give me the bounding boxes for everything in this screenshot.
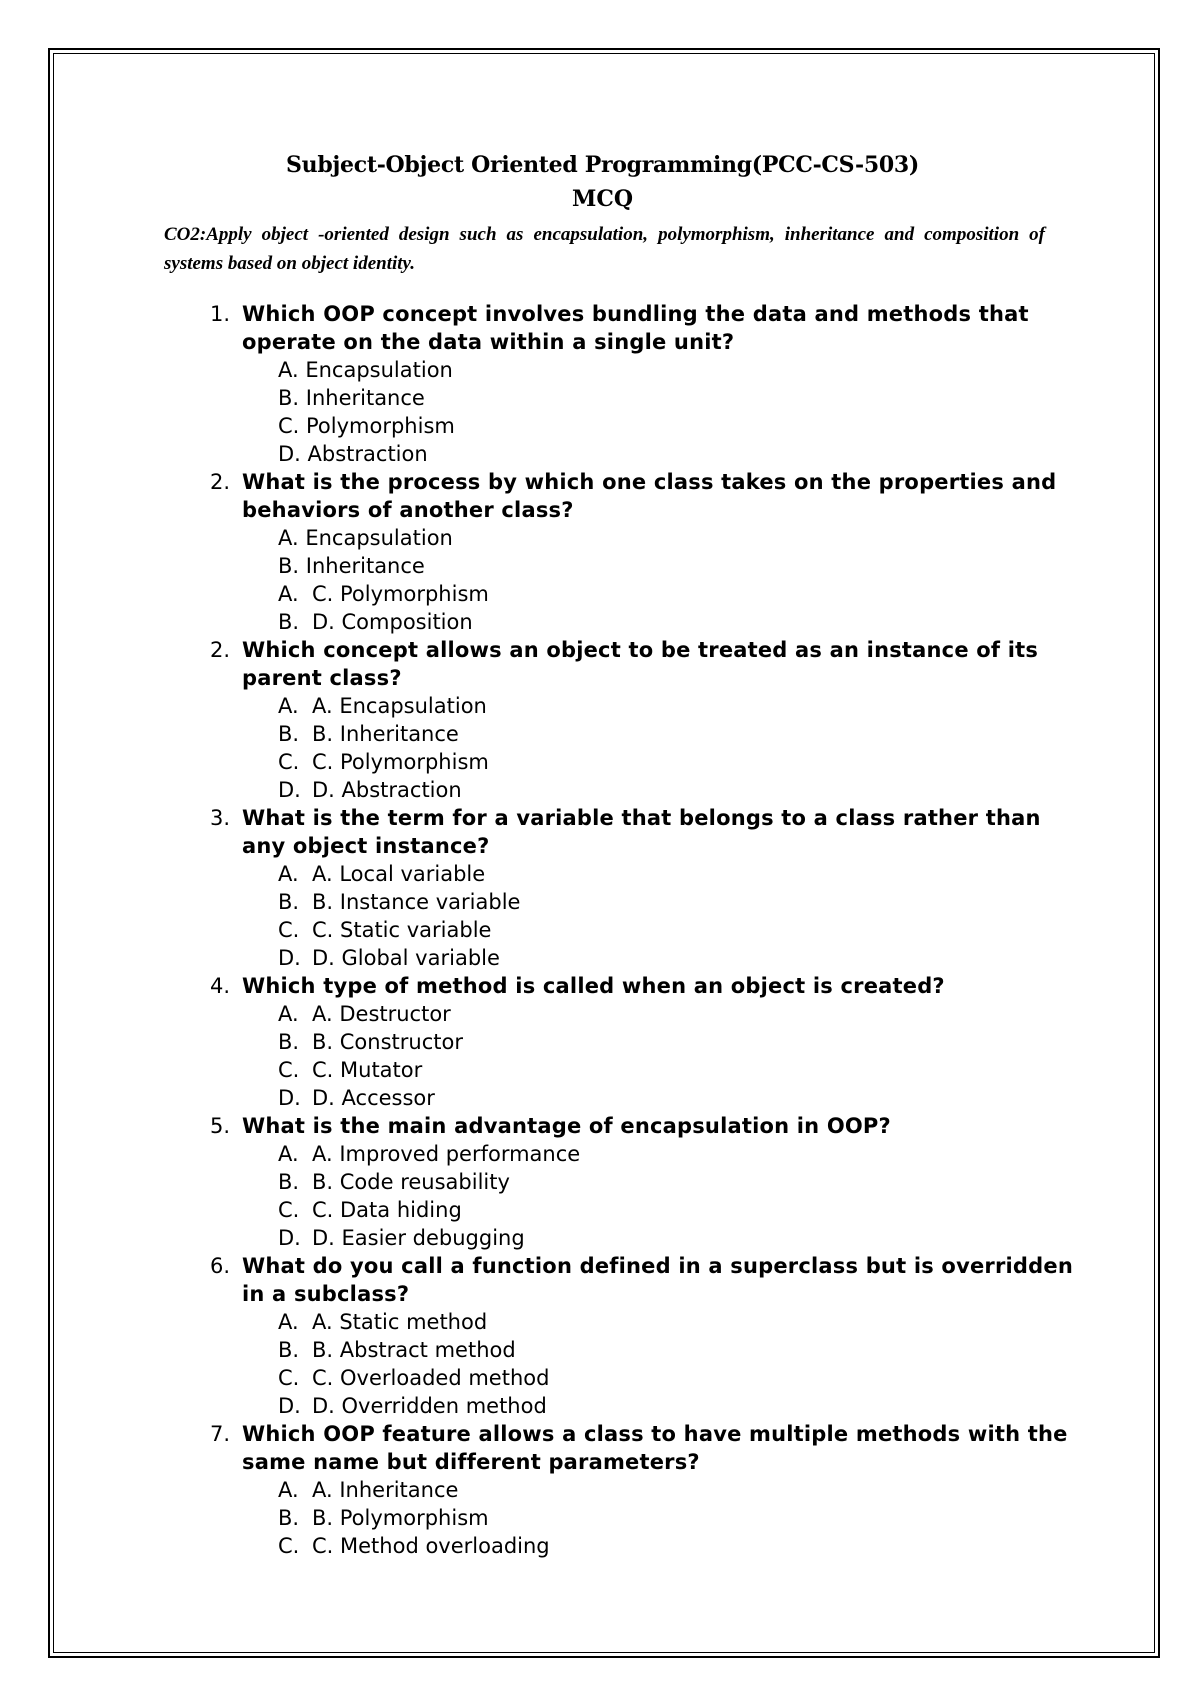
answer-option — [278, 608, 1080, 636]
answer-option — [278, 1140, 1080, 1168]
question-list — [200, 300, 1080, 1560]
answer-option — [278, 356, 1080, 384]
option-text: C. Polymorphism — [312, 582, 489, 606]
option-text: D. Composition — [312, 610, 473, 634]
option-marker: B. — [278, 610, 300, 634]
question-item — [200, 1252, 1080, 1420]
option-marker: C. — [278, 1366, 300, 1390]
option-text: A. Encapsulation — [312, 694, 487, 718]
option-text: B. Polymorphism — [312, 1506, 489, 1530]
question-text: What is the process by which one class takes on the properties and behaviors of another class? — [242, 470, 1057, 522]
answer-option — [278, 944, 1080, 972]
option-marker: D. — [278, 1394, 301, 1418]
option-list — [242, 1140, 1080, 1252]
question-number: 2. — [209, 638, 230, 662]
question-text: What is the term for a variable that belongs to a class rather than any object instance? — [242, 806, 1041, 858]
answer-option — [278, 692, 1080, 720]
answer-option — [278, 1168, 1080, 1196]
question-text: Which OOP feature allows a class to have multiple methods with the same name but different parameters? — [242, 1422, 1068, 1474]
question-text: What do you call a function defined in a superclass but is overridden in a subclass? — [242, 1254, 1073, 1306]
option-list — [242, 860, 1080, 972]
answer-option — [278, 1364, 1080, 1392]
question-item — [200, 468, 1080, 636]
answer-option — [278, 1336, 1080, 1364]
option-marker: B. — [278, 1506, 300, 1530]
question-number: 4. — [209, 974, 230, 998]
option-text: B. Inheritance — [312, 722, 459, 746]
option-marker: C. — [278, 918, 300, 942]
question-number: 6. — [209, 1254, 230, 1278]
question-item — [200, 972, 1080, 1112]
option-marker: B. — [278, 1030, 300, 1054]
answer-option — [278, 1056, 1080, 1084]
option-text: A. Static method — [312, 1310, 488, 1334]
question-number: 3. — [209, 806, 230, 830]
option-text: B. Abstract method — [312, 1338, 516, 1362]
option-marker: C. — [278, 1058, 300, 1082]
option-list — [242, 524, 1080, 636]
answer-option — [278, 524, 1080, 552]
course-objective: CO2:Apply object -oriented design such as encapsulation, polymorphism, inheritance and composition of systems based on object identity. — [164, 224, 1045, 274]
option-marker: D. — [278, 1226, 301, 1250]
answer-option — [278, 1000, 1080, 1028]
option-text: D. Overridden method — [312, 1394, 547, 1418]
option-text: B. Code reusability — [312, 1170, 510, 1194]
option-marker: B. — [278, 890, 300, 914]
option-marker: C. — [278, 1198, 300, 1222]
answer-option — [278, 552, 1080, 580]
option-text: C. Overloaded method — [312, 1366, 550, 1390]
answer-option — [278, 1308, 1080, 1336]
answer-option — [278, 1476, 1080, 1504]
option-list — [242, 1000, 1080, 1112]
option-text: A. Encapsulation — [278, 526, 453, 550]
option-text: C. Static variable — [312, 918, 492, 942]
answer-option — [278, 1196, 1080, 1224]
answer-option — [278, 580, 1080, 608]
option-marker: B. — [278, 722, 300, 746]
option-text: B. Instance variable — [312, 890, 521, 914]
option-marker: A. — [278, 862, 299, 886]
document-title: Subject-Object Oriented Programming(PCC-CS-503) — [286, 152, 919, 178]
option-text: C. Polymorphism — [278, 414, 455, 438]
question-text: What is the main advantage of encapsulation in OOP? — [242, 1114, 891, 1138]
option-marker: A. — [278, 1310, 299, 1334]
document-header — [160, 148, 1045, 278]
option-marker: B. — [278, 1170, 300, 1194]
answer-option — [278, 720, 1080, 748]
option-text: C. Data hiding — [312, 1198, 462, 1222]
option-text: A. Local variable — [312, 862, 486, 886]
question-item — [200, 1420, 1080, 1560]
option-list — [242, 1476, 1080, 1560]
option-text: B. Constructor — [312, 1030, 463, 1054]
answer-option — [278, 1504, 1080, 1532]
option-marker: C. — [278, 750, 300, 774]
answer-option — [278, 916, 1080, 944]
question-number: 7. — [209, 1422, 230, 1446]
question-text: Which type of method is called when an object is created? — [242, 974, 945, 998]
option-text: D. Global variable — [312, 946, 500, 970]
answer-option — [278, 888, 1080, 916]
option-marker: A. — [278, 694, 299, 718]
option-text: A. Encapsulation — [278, 358, 453, 382]
answer-option — [278, 1028, 1080, 1056]
question-number: 5. — [209, 1114, 230, 1138]
question-number: 2. — [209, 470, 230, 494]
option-marker: B. — [278, 1338, 300, 1362]
question-text: Which OOP concept involves bundling the data and methods that operate on the data within a single unit? — [242, 302, 1029, 354]
option-marker: D. — [278, 1086, 301, 1110]
option-text: B. Inheritance — [278, 386, 425, 410]
question-text: Which concept allows an object to be treated as an instance of its parent class? — [242, 638, 1039, 690]
answer-option — [278, 860, 1080, 888]
option-text: A. Destructor — [312, 1002, 451, 1026]
option-text: D. Abstraction — [278, 442, 428, 466]
option-text: C. Polymorphism — [312, 750, 489, 774]
answer-option — [278, 1392, 1080, 1420]
question-item — [200, 636, 1080, 804]
option-text: D. Abstraction — [312, 778, 462, 802]
answer-option — [278, 776, 1080, 804]
question-item — [200, 1112, 1080, 1252]
option-text: D. Easier debugging — [312, 1226, 525, 1250]
answer-option — [278, 384, 1080, 412]
option-marker: D. — [278, 778, 301, 802]
option-list — [242, 692, 1080, 804]
option-marker: A. — [278, 1478, 299, 1502]
option-marker: A. — [278, 1002, 299, 1026]
question-number: 1. — [209, 302, 230, 326]
option-marker: A. — [278, 1142, 299, 1166]
answer-option — [278, 748, 1080, 776]
answer-option — [278, 1084, 1080, 1112]
option-text: D. Accessor — [312, 1086, 435, 1110]
option-marker: D. — [278, 946, 301, 970]
answer-option — [278, 1532, 1080, 1560]
option-text: A. Improved performance — [312, 1142, 581, 1166]
option-marker: A. — [278, 582, 299, 606]
document-subtitle: MCQ — [571, 186, 634, 212]
option-list — [242, 356, 1080, 468]
option-text: A. Inheritance — [312, 1478, 459, 1502]
answer-option — [278, 440, 1080, 468]
option-text: B. Inheritance — [278, 554, 425, 578]
question-item — [200, 804, 1080, 972]
option-text: C. Mutator — [312, 1058, 423, 1082]
answer-option — [278, 412, 1080, 440]
answer-option — [278, 1224, 1080, 1252]
option-text: C. Method overloading — [312, 1534, 550, 1558]
option-marker: C. — [278, 1534, 300, 1558]
question-item — [200, 300, 1080, 468]
option-list — [242, 1308, 1080, 1420]
